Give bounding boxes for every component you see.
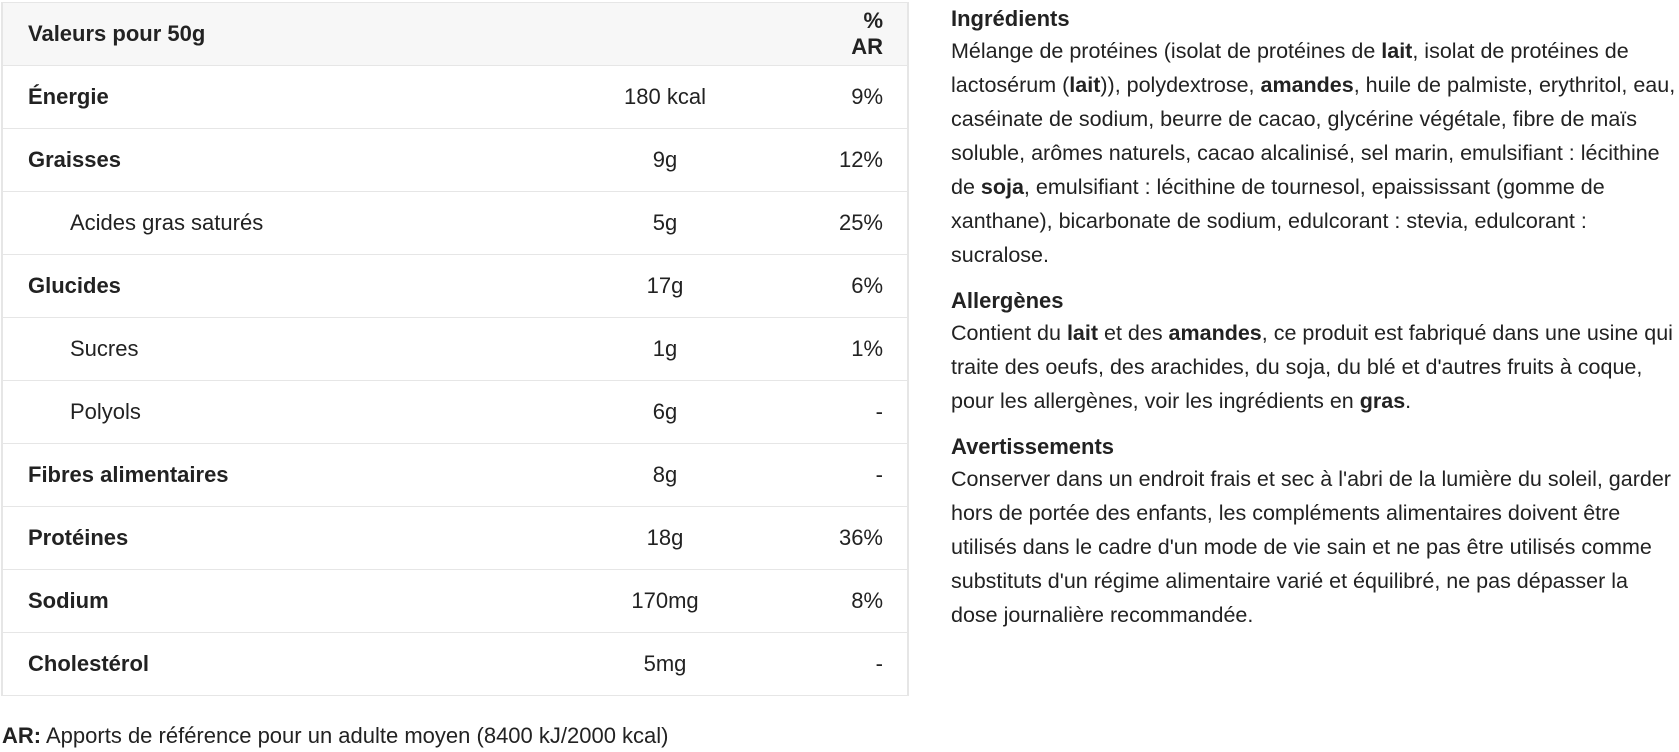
nutrient-amount: 17g [525,255,805,318]
nutrient-amount: 18g [525,507,805,570]
footnote-text: Apports de référence pour un adulte moyen (8400 kJ/2000 kcal) [41,723,669,748]
warnings-title: Avertissements [951,434,1115,459]
nutrient-name: Sodium [3,570,526,633]
footnote-label: AR: [2,723,42,748]
table-row [3,570,909,633]
text-run: . [1405,389,1412,413]
nutrient-amount: 9g [525,129,805,192]
bold-term: lait [1066,321,1099,345]
nutrient-ar: 6% [805,255,909,318]
text-run: , ce produit est fabriqué dans une usine qui traite des oeufs, des arachides, du soja, du blé et d'autres fruits à coque, pour les allergènes, voir les ingrédients en [951,321,1673,413]
nutrient-name: Énergie [3,66,526,129]
nutrient-ar: 9% [805,66,909,129]
ingredients-text [951,34,1676,272]
bold-term: gras [1359,389,1406,413]
bold-term: soja [980,175,1024,199]
text-run: , emulsifiant : lécithine de tournesol, epaississant (gomme de xanthane), bicarbonate de sodium, edulcorant : stevia, edulcorant : sucralose. [951,175,1605,267]
table-row [3,255,909,318]
nutrient-ar: 1% [805,318,909,381]
nutrient-name: Polyols [3,381,526,444]
text-run: Contient du [951,321,1067,345]
text-run: Mélange de protéines (isolat de protéines de [951,39,1382,63]
header-ar: % AR [805,3,909,66]
nutrient-amount: 1g [525,318,805,381]
nutrient-amount: 6g [525,381,805,444]
nutrition-table-body [3,66,909,696]
header-amount [525,3,805,66]
nutrient-ar: 25% [805,192,909,255]
nutrient-amount: 5g [525,192,805,255]
nutrient-amount: 170mg [525,570,805,633]
nutrient-ar: 8% [805,570,909,633]
nutrition-table [2,2,909,696]
nutrient-amount: 8g [525,444,805,507]
table-row [3,129,909,192]
table-header-row [3,3,909,66]
allergens-title: Allergènes [951,288,1064,313]
text-run: Conserver dans un endroit frais et sec à l'abri de la lumière du soleil, garder hors de portée des enfants, les compléments alimentaires doivent être utilisés dans le cadre d'un mode de vie sain et ne pas être utilisés comme substituts d'un régime alimentaire varié et équilibré, ne pas dépasser la dose journalière recommandée. [951,467,1671,627]
nutrient-name: Fibres alimentaires [3,444,526,507]
nutrient-ar: - [805,633,909,696]
table-row [3,633,909,696]
warnings-text [951,462,1676,632]
nutrient-amount: 180 kcal [525,66,805,129]
nutrient-name: Acides gras saturés [3,192,526,255]
nutrient-name: Protéines [3,507,526,570]
bold-term: amandes [1260,73,1354,97]
bold-term: amandes [1168,321,1262,345]
text-run: , isolat de protéines de lactosérum ( [951,39,1629,97]
text-run: , huile de palmiste, erythritol, eau, caséinate de sodium, beurre de cacao, glycérine végétale, fibre de maïs soluble, arômes naturels, cacao alcalinisé, sel marin, emulsifiant : lécithine de [951,73,1676,199]
product-details [951,4,1676,646]
header-name: Valeurs pour 50g [3,3,526,66]
nutrient-amount: 5mg [525,633,805,696]
allergens-text [951,316,1676,418]
table-row [3,318,909,381]
nutrient-ar: 36% [805,507,909,570]
table-row [3,192,909,255]
text-run: et des [1098,321,1169,345]
nutrient-ar: - [805,444,909,507]
bold-term: lait [1069,73,1101,97]
nutrient-ar: 12% [805,129,909,192]
nutrient-name: Sucres [3,318,526,381]
table-row [3,381,909,444]
table-row [3,66,909,129]
table-row [3,507,909,570]
nutrient-name: Graisses [3,129,526,192]
ingredients-title: Ingrédients [951,6,1070,31]
nutrient-name: Cholestérol [3,633,526,696]
nutrient-ar: - [805,381,909,444]
table-row [3,444,909,507]
nutrient-name: Glucides [3,255,526,318]
footnote [2,723,669,749]
bold-term: lait [1381,39,1413,63]
text-run: )), polydextrose, [1100,73,1261,97]
